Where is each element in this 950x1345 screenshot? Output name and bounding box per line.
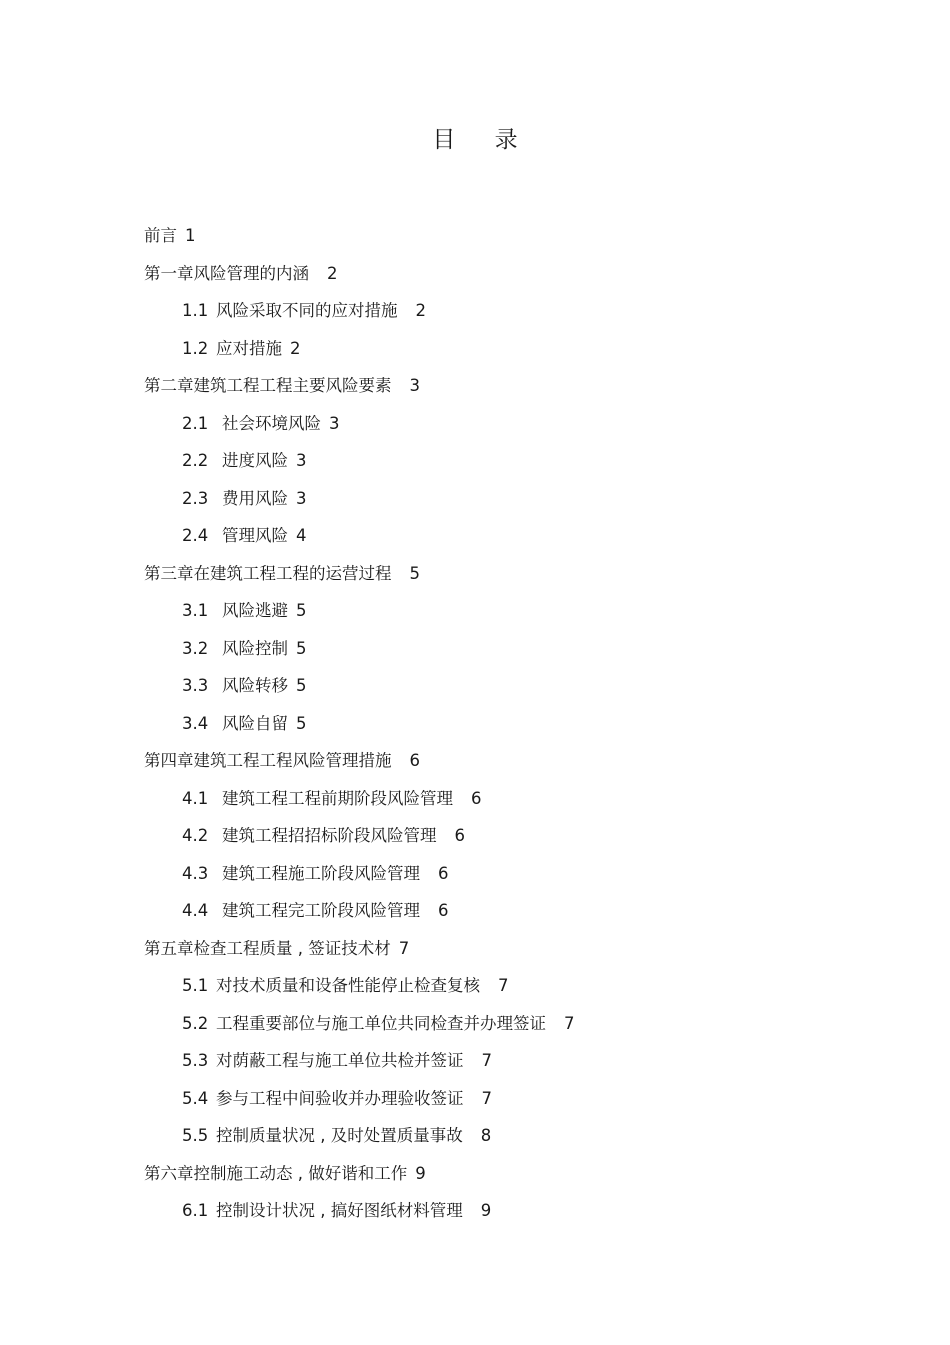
toc-entry-number: 3.3 (182, 676, 209, 695)
toc-entry-page: 6 (409, 751, 420, 770)
toc-entry[interactable] (144, 936, 904, 974)
toc-entry-page: 7 (481, 1088, 492, 1108)
toc-entry-title: 第二章建筑工程工程主要风险要素 (144, 376, 392, 395)
toc-subentry[interactable] (144, 1086, 904, 1124)
toc-entry-page: 2 (327, 263, 338, 283)
toc-subentry[interactable] (144, 973, 904, 1011)
toc-entry[interactable] (144, 561, 904, 599)
toc-entry-title: 第三章在建筑工程工程的运营过程 (144, 563, 392, 583)
toc-subentry[interactable] (144, 673, 904, 711)
toc-entry-number: 3.2 (182, 638, 209, 658)
toc-entry[interactable] (144, 1161, 904, 1199)
toc-entry-page: 2 (290, 338, 301, 358)
toc-entry-number: 2.1 (182, 413, 209, 433)
toc-subentry[interactable] (144, 336, 904, 374)
toc-entry-number: 5.1 (182, 976, 209, 995)
toc-entry-page: 6 (438, 863, 449, 883)
toc-entry-number: 4.1 (182, 788, 209, 808)
toc-entry-title: 第六章控制施工动态 , 做好谐和工作 (144, 1163, 408, 1183)
toc-entry-number: 5.2 (182, 1013, 209, 1033)
toc-entry-page: 7 (498, 976, 509, 995)
toc-entry-page: 7 (481, 1051, 492, 1070)
toc-entry-page: 3 (409, 376, 420, 395)
toc-entry-number: 4.4 (182, 901, 209, 920)
toc-entry-page: 5 (296, 676, 307, 695)
toc-entry-title: 风险采取不同的应对措施 (216, 301, 398, 320)
toc-entry-page: 7 (398, 938, 410, 958)
toc-subentry[interactable] (144, 898, 904, 936)
toc-entry-number: 2.2 (182, 451, 209, 470)
toc-entry[interactable] (144, 261, 904, 299)
toc-entry[interactable] (144, 373, 904, 411)
toc-entry-title: 第四章建筑工程工程风险管理措施 (144, 751, 392, 770)
toc-subentry[interactable] (144, 1011, 904, 1049)
toc-subentry[interactable] (144, 1198, 904, 1236)
toc-subentry[interactable] (144, 448, 904, 486)
toc-subentry[interactable] (144, 711, 904, 749)
toc-subentry[interactable] (144, 636, 904, 674)
toc-entry-page: 3 (329, 413, 340, 433)
toc-entry-title: 风险控制 (222, 638, 288, 658)
toc-subentry[interactable] (144, 1123, 904, 1161)
toc-entry-number: 1.2 (182, 338, 209, 358)
toc-entry-number: 4.3 (182, 863, 209, 883)
toc-entry-number: 2.4 (182, 526, 209, 545)
toc-entry-title: 社会环境风险 (222, 413, 321, 433)
toc-entry-page: 6 (471, 788, 482, 808)
toc-entry-title: 工程重要部位与施工单位共同检查并办理签证 (216, 1013, 546, 1033)
toc-entry-page: 6 (454, 826, 465, 845)
toc-entry-title: 进度风险 (222, 451, 288, 470)
toc-entry[interactable] (144, 748, 904, 786)
toc-entry-page: 8 (480, 1126, 492, 1145)
toc-entry-title: 应对措施 (216, 338, 282, 358)
toc-entry-page: 5 (296, 601, 307, 620)
toc-entry-page: 6 (438, 901, 449, 920)
toc-entry-number: 3.4 (182, 713, 209, 733)
toc-entry-title: 建筑工程完工阶段风险管理 (222, 901, 420, 920)
toc-entry-title: 建筑工程施工阶段风险管理 (222, 863, 420, 883)
toc-entry-title: 风险自留 (222, 713, 288, 733)
toc-entry-title: 风险转移 (222, 676, 288, 695)
toc-subentry[interactable] (144, 486, 904, 524)
toc-entry-number: 1.1 (182, 301, 209, 320)
toc-subentry[interactable] (144, 298, 904, 336)
toc-entry-page: 4 (296, 526, 307, 545)
toc-subentry[interactable] (144, 598, 904, 636)
toc-entry-title: 前言 (144, 226, 177, 245)
toc-entry-title: 对技术质量和设备性能停止检查复核 (216, 976, 480, 995)
page-title: 目 录 (432, 127, 534, 153)
toc-entry-title: 费用风险 (222, 488, 288, 508)
toc-subentry[interactable] (144, 861, 904, 899)
toc-subentry[interactable] (144, 523, 904, 561)
toc-entry-number: 5.3 (182, 1051, 209, 1070)
toc-entry-title: 管理风险 (222, 526, 288, 545)
toc-entry-title: 参与工程中间验收并办理验收签证 (216, 1088, 464, 1108)
toc-entry-page: 5 (296, 638, 307, 658)
toc-entry-title: 对荫蔽工程与施工单位共检并签证 (216, 1051, 464, 1070)
toc-entry-page: 5 (409, 563, 420, 583)
toc-entry-number: 3.1 (182, 601, 209, 620)
toc-entry-page: 2 (415, 301, 426, 320)
toc-entry[interactable] (144, 223, 904, 261)
toc-entry-page: 5 (296, 713, 307, 733)
toc-entry-title: 第五章检查工程质量 , 签证技术材 (144, 938, 391, 958)
toc-entry-title: 第一章风险管理的内涵 (144, 263, 309, 283)
toc-entry-page: 9 (480, 1201, 492, 1220)
toc-entry-page: 9 (415, 1163, 426, 1183)
toc-subentry[interactable] (144, 786, 904, 824)
toc-entry-page: 7 (564, 1013, 575, 1033)
toc-entry-number: 4.2 (182, 826, 209, 845)
toc-entry-title: 控制质量状况 , 及时处置质量事故 (216, 1126, 463, 1145)
table-of-contents (144, 223, 904, 1236)
toc-entry-page: 3 (296, 451, 307, 470)
toc-entry-title: 风险逃避 (222, 601, 288, 620)
toc-entry-page: 3 (296, 488, 307, 508)
toc-subentry[interactable] (144, 411, 904, 449)
toc-entry-title: 建筑工程工程前期阶段风险管理 (222, 788, 453, 808)
toc-entry-page: 1 (185, 226, 196, 245)
toc-subentry[interactable] (144, 1048, 904, 1086)
toc-entry-number: 2.3 (182, 488, 209, 508)
toc-entry-number: 6.1 (182, 1201, 209, 1220)
toc-entry-title: 建筑工程招招标阶段风险管理 (222, 826, 437, 845)
toc-entry-number: 5.4 (182, 1088, 209, 1108)
toc-entry-title: 控制设计状况 , 搞好图纸材料管理 (216, 1201, 463, 1220)
toc-entry-number: 5.5 (182, 1126, 209, 1145)
toc-subentry[interactable] (144, 823, 904, 861)
